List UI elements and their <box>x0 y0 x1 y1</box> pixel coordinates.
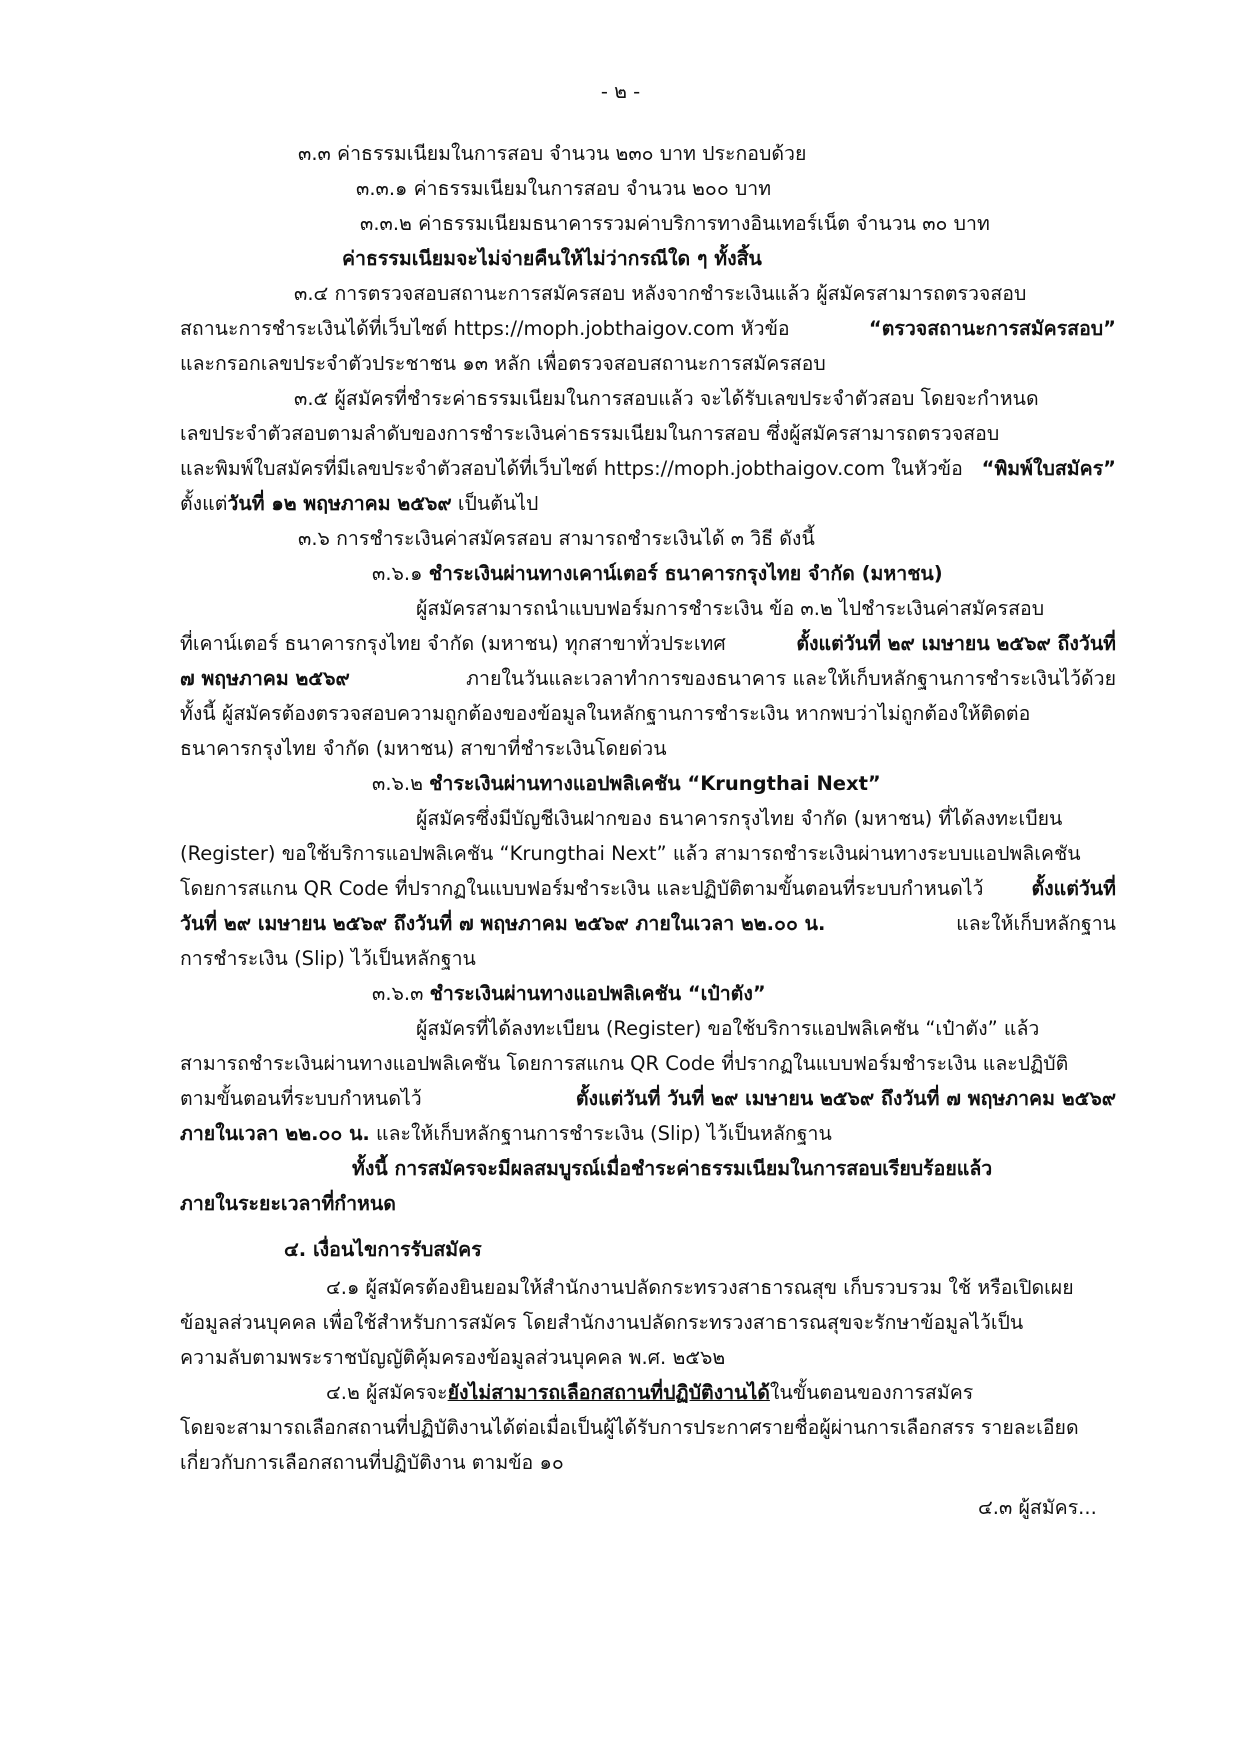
s33-line-3: ๓.๓.๒ ค่าธรรมเนียมธนาคารรวมค่าบริการทางอินเทอร์เน็ต จำนวน ๓๐ บาท <box>360 212 990 235</box>
s34-line-3: และกรอกเลขประจำตัวประชาชน ๑๓ หลัก เพื่อตรวจสอบสถานะการสมัครสอบ <box>180 352 826 375</box>
s362-heading-text: ชำระเงินผ่านทางแอปพลิเคชัน “Krungthai Next” <box>429 772 881 795</box>
s42-line-3: เกี่ยวกับการเลือกสถานที่ปฏิบัติงาน ตามข้อ ๑๐ <box>180 1451 564 1474</box>
s362-line-1: ผู้สมัครซึ่งมีบัญชีเงินฝากของ ธนาคารกรุงไทย จำกัด (มหาชน) ที่ได้ลงทะเบียน <box>416 807 1063 830</box>
s363-line-4-text: และให้เก็บหลักฐานการชำระเงิน (Slip) ไว้เป็นหลักฐาน <box>369 1122 832 1145</box>
s361-line-3 <box>180 661 1116 697</box>
s42-line-1 <box>326 1375 973 1411</box>
s35-line-4-prefix: ตั้งแต่ <box>180 492 228 515</box>
s362-line-3-text: โดยการสแกน QR Code ที่ปรากฏในแบบฟอร์มชำระเงิน และปฏิบัติตามขั้นตอนที่ระบบกำหนดไว้ <box>180 877 984 900</box>
s363-heading <box>372 976 766 1012</box>
s42-line-2: โดยจะสามารถเลือกสถานที่ปฏิบัติงานได้ต่อเมื่อเป็นผู้ได้รับการประกาศรายชื่อผู้ผ่านการเลือกสรร รายละเอียด <box>180 1416 1079 1439</box>
s363-line-3-dates: ตั้งแต่วันที่ วันที่ ๒๙ เมษายน ๒๕๖๙ ถึงวันที่ ๗ พฤษภาคม ๒๕๖๙ <box>575 1087 1116 1110</box>
s41-line-2: ข้อมูลส่วนบุคคล เพื่อใช้สำหรับการสมัคร โดยสำนักงานปลัดกระทรวงสาธารณสุขจะรักษาข้อมูลไว้เป็น <box>180 1311 1024 1334</box>
s35-line-4-date: วันที่ ๑๒ พฤษภาคม ๒๕๖๙ <box>227 492 452 515</box>
s361-line-3-date: ๗ พฤษภาคม ๒๕๖๙ <box>180 667 350 690</box>
s36-line-1: ๓.๖ การชำระเงินค่าสมัครสอบ สามารถชำระเงินได้ ๓ วิธี ดังนี้ <box>298 527 815 550</box>
s363-heading-number: ๓.๖.๓ <box>372 982 430 1005</box>
s34-line-1: ๓.๔ การตรวจสอบสถานะการสมัครสอบ หลังจากชำระเงินแล้ว ผู้สมัครสามารถตรวจสอบ <box>294 282 1027 305</box>
s362-line-5: การชำระเงิน (Slip) ไว้เป็นหลักฐาน <box>180 947 476 970</box>
s361-heading <box>372 556 943 592</box>
s362-line-2: (Register) ขอใช้บริการแอปพลิเคชัน “Krungthai Next” แล้ว สามารถชำระเงินผ่านทางระบบแอปพลิเคชัน <box>180 842 1081 865</box>
s33-line-2: ๓.๓.๑ ค่าธรรมเนียมในการสอบ จำนวน ๒๐๐ บาท <box>356 177 772 200</box>
s34-line-2 <box>180 311 1116 347</box>
s41-line-3: ความลับตามพระราชบัญญัติคุ้มครองข้อมูลส่วนบุคคล พ.ศ. ๒๕๖๒ <box>180 1346 726 1369</box>
s362-line-4 <box>180 906 1116 942</box>
s4-heading: ๔. เงื่อนไขการรับสมัคร <box>284 1238 482 1261</box>
s361-line-5: ธนาคารกรุงไทย จำกัด (มหาชน) สาขาที่ชำระเงินโดยด่วน <box>180 737 667 760</box>
s363-line-3-text: ตามขั้นตอนที่ระบบกำหนดไว้ <box>180 1087 422 1110</box>
s362-line-4-text: และให้เก็บหลักฐาน <box>956 912 1116 935</box>
s363-completion-note-2: ภายในระยะเวลาที่กำหนด <box>180 1192 396 1215</box>
s361-line-4: ทั้งนี้ ผู้สมัครต้องตรวจสอบความถูกต้องของข้อมูลในหลักฐานการชำระเงิน หากพบว่าไม่ถูกต้องให้ติดต่อ <box>180 702 1031 725</box>
s33-line-1: ๓.๓ ค่าธรรมเนียมในการสอบ จำนวน ๒๓๐ บาท ประกอบด้วย <box>298 142 807 165</box>
s34-line-2-text: สถานะการชำระเงินได้ที่เว็บไซต์ https://moph.jobthaigov.com หัวข้อ <box>180 317 790 340</box>
s42-line-1-prefix: ๔.๒ ผู้สมัครจะ <box>326 1381 448 1404</box>
s33-no-refund-note: ค่าธรรมเนียมจะไม่จ่ายคืนให้ไม่ว่ากรณีใด ๆ ทั้งสิ้น <box>342 247 762 270</box>
s363-line-1: ผู้สมัครที่ได้ลงทะเบียน (Register) ขอใช้บริการแอปพลิเคชัน “เป๋าตัง” แล้ว <box>416 1017 1040 1040</box>
s35-line-4 <box>180 486 538 522</box>
s361-line-3-text: ภายในวันและเวลาทำการของธนาคาร และให้เก็บหลักฐานการชำระเงินไว้ด้วย <box>466 667 1116 690</box>
s361-heading-number: ๓.๖.๑ <box>372 562 429 585</box>
s361-line-1: ผู้สมัครสามารถนำแบบฟอร์มการชำระเงิน ข้อ ๓.๒ ไปชำระเงินค่าสมัครสอบ <box>416 597 1045 620</box>
s362-line-3-dates: ตั้งแต่วันที่ <box>1031 877 1116 900</box>
s35-line-2: เลขประจำตัวสอบตามลำดับของการชำระเงินค่าธรรมเนียมในการสอบ ซึ่งผู้สมัครสามารถตรวจสอบ <box>180 422 1000 445</box>
s363-line-2: สามารถชำระเงินผ่านทางแอปพลิเคชัน โดยการสแกน QR Code ที่ปรากฏในแบบฟอร์มชำระเงิน และปฏิบัติ <box>180 1052 1069 1075</box>
s361-line-2-text: ที่เคาน์เตอร์ ธนาคารกรุงไทย จำกัด (มหาชน) ทุกสาขาทั่วประเทศ <box>180 632 726 655</box>
s42-line-1-emphasis: ยังไม่สามารถเลือกสถานที่ปฏิบัติงานได้ <box>447 1381 770 1404</box>
s363-line-4 <box>180 1116 832 1152</box>
s35-line-3 <box>180 451 1116 487</box>
s35-line-3-topic: “พิมพ์ใบสมัคร” <box>981 457 1116 480</box>
s363-completion-note: ทั้งนี้ การสมัครจะมีผลสมบูรณ์เมื่อชำระค่าธรรมเนียมในการสอบเรียบร้อยแล้ว <box>352 1157 993 1180</box>
s363-heading-text: ชำระเงินผ่านทางแอปพลิเคชัน “เป๋าตัง” <box>429 982 766 1005</box>
page-number: - ๒ - <box>600 80 641 103</box>
s41-line-1: ๔.๑ ผู้สมัครต้องยินยอมให้สำนักงานปลัดกระทรวงสาธารณสุข เก็บรวบรวม ใช้ หรือเปิดเผย <box>326 1276 1074 1299</box>
s35-line-3-text: และพิมพ์ใบสมัครที่มีเลขประจำตัวสอบได้ที่เว็บไซต์ https://moph.jobthaigov.com ในหัวข้อ <box>180 457 963 480</box>
s362-line-3 <box>180 871 1116 907</box>
s362-heading-number: ๓.๖.๒ <box>372 772 430 795</box>
s362-line-4-dates: วันที่ ๒๙ เมษายน ๒๕๖๙ ถึงวันที่ ๗ พฤษภาคม ๒๕๖๙ ภายในเวลา ๒๒.๐๐ น. <box>180 912 826 935</box>
s361-line-2-dates: ตั้งแต่วันที่ ๒๙ เมษายน ๒๕๖๙ ถึงวันที่ <box>796 632 1116 655</box>
s42-line-1-suffix: ในขั้นตอนของการสมัคร <box>769 1381 974 1404</box>
s363-line-3 <box>180 1081 1116 1117</box>
s362-heading <box>372 766 881 802</box>
s363-line-4-time: ภายในเวลา ๒๒.๐๐ น. <box>180 1122 370 1145</box>
continuation-marker: ๔.๓ ผู้สมัคร... <box>978 1496 1097 1519</box>
s35-line-4-suffix: เป็นต้นไป <box>451 492 539 515</box>
s361-heading-text: ชำระเงินผ่านทางเคาน์เตอร์ ธนาคารกรุงไทย จำกัด (มหาชน) <box>428 562 943 585</box>
s34-line-2-topic: “ตรวจสถานะการสมัครสอบ” <box>868 317 1116 340</box>
s361-line-2 <box>180 626 1116 662</box>
s35-line-1: ๓.๕ ผู้สมัครที่ชำระค่าธรรมเนียมในการสอบแล้ว จะได้รับเลขประจำตัวสอบ โดยจะกำหนด <box>294 387 1039 410</box>
